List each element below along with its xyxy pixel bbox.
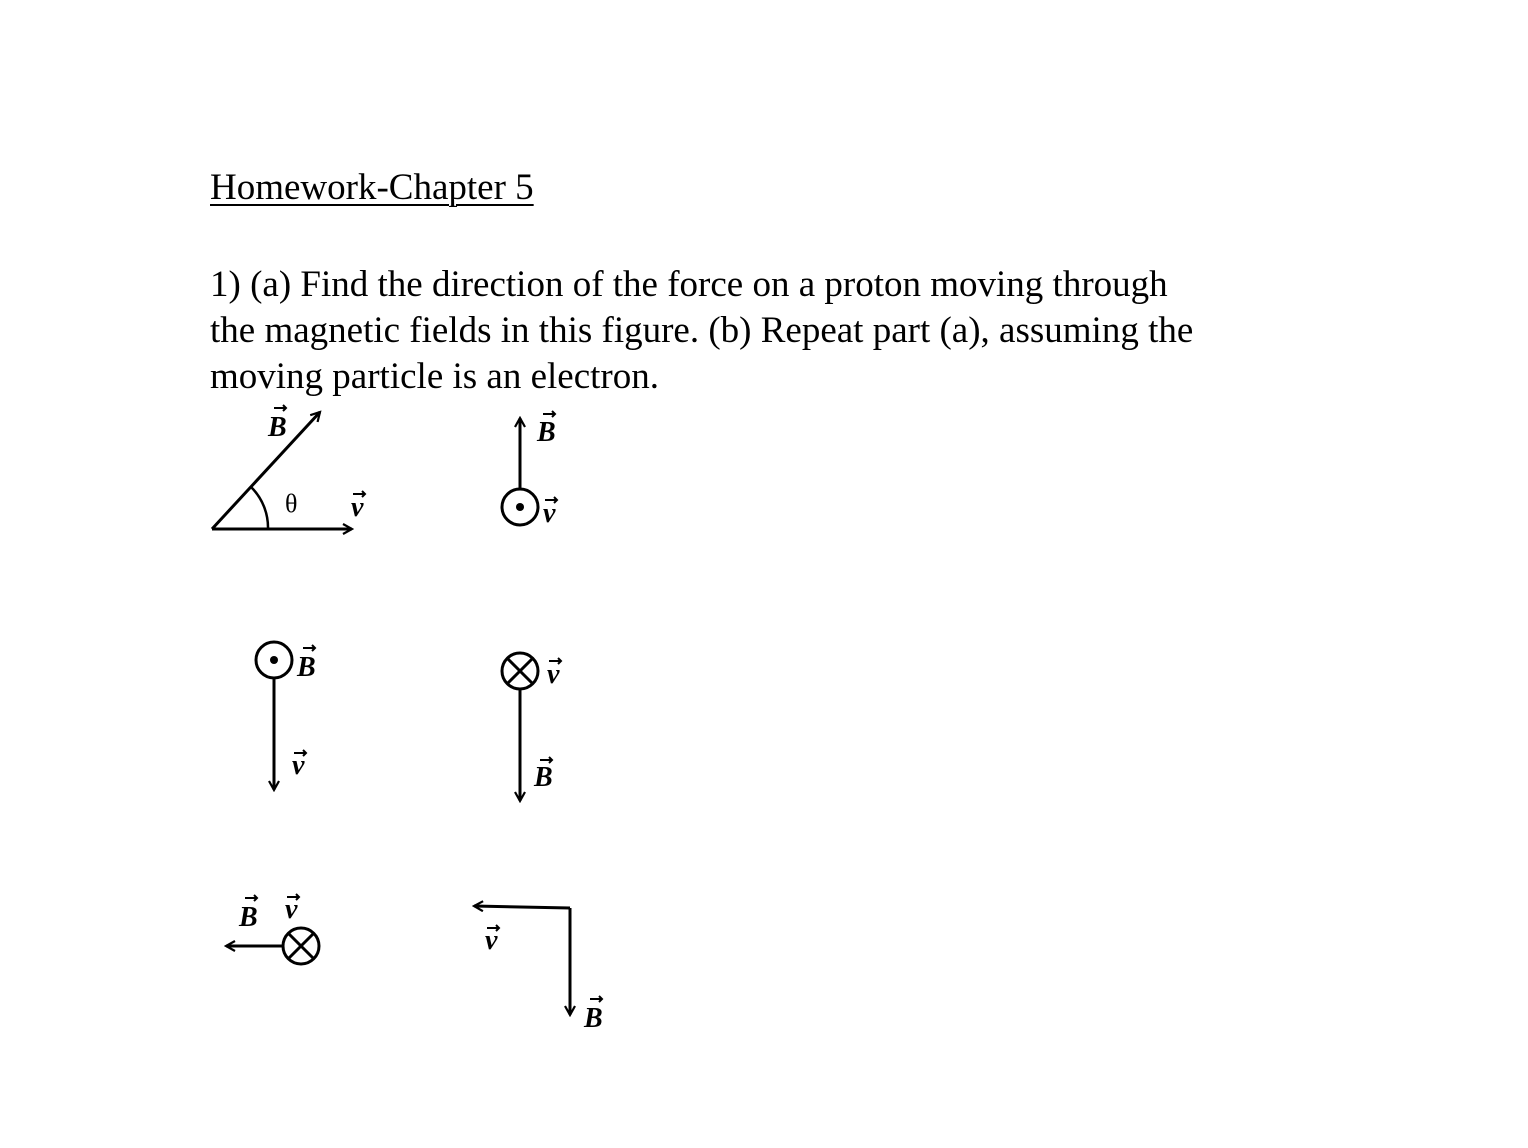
v-label (351, 491, 365, 523)
v-symbol: v (292, 750, 305, 781)
b-symbol: B (584, 1003, 603, 1034)
page-title: Homework-Chapter 5 (210, 167, 534, 208)
b-label (267, 405, 287, 443)
figure-v-in-b-down (502, 653, 561, 801)
figure-b-left-v-in (226, 894, 319, 964)
b-label (238, 895, 258, 933)
v-symbol: v (543, 498, 556, 529)
b-label (296, 645, 316, 683)
b-label (533, 757, 553, 793)
problem-line-3: moving particle is an electron. (210, 356, 659, 397)
b-label (583, 996, 603, 1034)
theta-label: θ (285, 489, 298, 518)
out-of-page-dot (516, 503, 524, 511)
v-symbol: v (351, 492, 364, 523)
problem-line-1: 1) (a) Find the direction of the force on a proton moving through (210, 264, 1168, 305)
v-label (285, 894, 299, 925)
theta-arc (251, 487, 268, 529)
b-symbol: B (537, 417, 556, 448)
figure-v-left-b-down (474, 906, 603, 1034)
b-symbol: B (239, 902, 258, 933)
b-symbol: B (268, 412, 287, 443)
v-arrow (474, 906, 570, 908)
v-label (485, 925, 499, 956)
v-symbol: v (547, 659, 560, 690)
v-symbol: v (285, 894, 298, 925)
out-of-page-dot (270, 656, 278, 664)
figure-b-up-v-out (502, 411, 557, 529)
v-label (543, 497, 557, 529)
figure-b-angle-v (212, 405, 365, 529)
v-symbol: v (485, 925, 498, 956)
figure-b-out-v-down (256, 642, 316, 790)
v-label (547, 658, 561, 690)
b-symbol: B (534, 762, 553, 793)
b-symbol: B (297, 652, 316, 683)
problem-line-2: the magnetic fields in this figure. (b) Repeat part (a), assuming the (210, 310, 1194, 351)
b-label (536, 411, 556, 448)
v-label (292, 750, 306, 781)
